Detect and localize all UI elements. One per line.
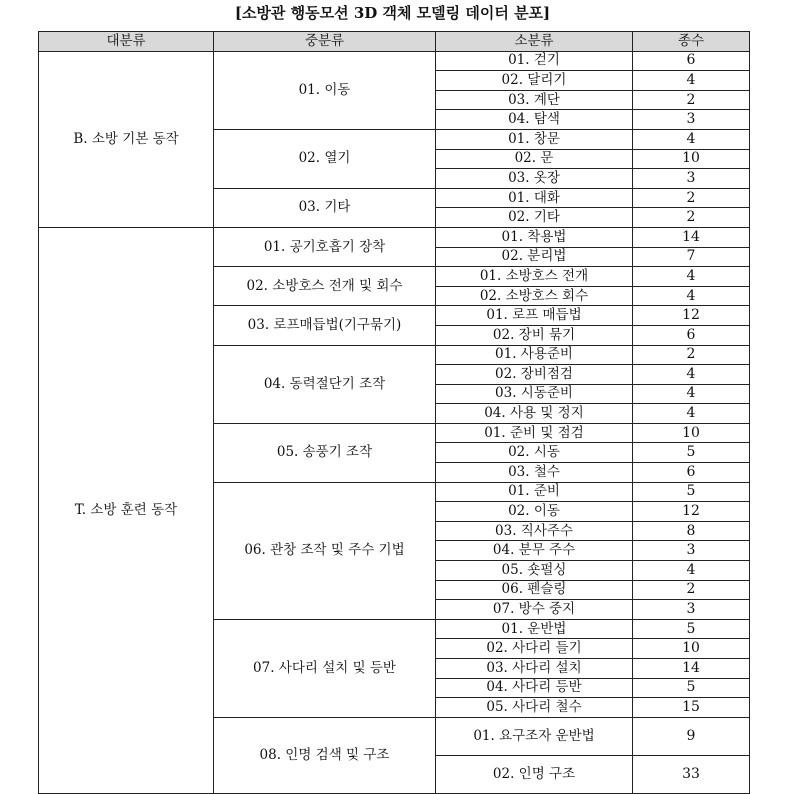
count-cell: 5: [633, 678, 750, 698]
minor-category-cell: 06. 펜슬링: [436, 580, 633, 600]
minor-category-cell: 01. 걷기: [436, 51, 633, 71]
minor-category-cell: 02. 이동: [436, 502, 633, 522]
header-major: 대분류: [39, 32, 214, 52]
count-cell: 8: [633, 521, 750, 541]
count-cell: 6: [633, 463, 750, 483]
minor-category-cell: 03. 직사주수: [436, 521, 633, 541]
middle-category-cell: 08. 인명 검색 및 구조: [214, 717, 436, 793]
major-category-cell: T. 소방 훈련 동작: [39, 227, 214, 793]
major-category-cell: B. 소방 기본 동작: [39, 51, 214, 227]
minor-category-cell: 04. 사용 및 정지: [436, 404, 633, 424]
count-cell: 9: [633, 717, 750, 755]
middle-category-cell: 01. 공기호흡기 장착: [214, 227, 436, 266]
minor-category-cell: 03. 사다리 설치: [436, 659, 633, 679]
count-cell: 4: [633, 286, 750, 306]
table-row: [39, 227, 750, 247]
count-cell: 7: [633, 247, 750, 267]
minor-category-cell: 01. 창문: [436, 129, 633, 149]
middle-category-cell: 03. 기타: [214, 188, 436, 227]
middle-category-cell: 03. 로프매듭법(기구묶기): [214, 306, 436, 345]
minor-category-cell: 02. 분리법: [436, 247, 633, 267]
minor-category-cell: 01. 로프 매듭법: [436, 306, 633, 326]
count-cell: 12: [633, 306, 750, 326]
minor-category-cell: 01. 준비 및 점검: [436, 423, 633, 443]
minor-category-cell: 07. 방수 중지: [436, 600, 633, 620]
middle-category-cell: 02. 열기: [214, 129, 436, 188]
minor-category-cell: 01. 준비: [436, 482, 633, 502]
count-cell: 10: [633, 639, 750, 659]
minor-category-cell: 01. 요구조자 운반법: [436, 717, 633, 755]
minor-category-cell: 05. 숏펄싱: [436, 561, 633, 581]
minor-category-cell: 04. 분무 주수: [436, 541, 633, 561]
minor-category-cell: 03. 옷장: [436, 169, 633, 189]
count-cell: 3: [633, 110, 750, 130]
count-cell: 12: [633, 502, 750, 522]
count-cell: 3: [633, 600, 750, 620]
minor-category-cell: 02. 달리기: [436, 71, 633, 91]
count-cell: 14: [633, 659, 750, 679]
count-cell: 5: [633, 619, 750, 639]
count-cell: 33: [633, 755, 750, 793]
middle-category-cell: 04. 동력절단기 조작: [214, 345, 436, 423]
count-cell: 4: [633, 71, 750, 91]
table-body: [39, 51, 750, 793]
count-cell: 5: [633, 482, 750, 502]
count-cell: 6: [633, 51, 750, 71]
minor-category-cell: 05. 사다리 철수: [436, 698, 633, 718]
minor-category-cell: 03. 시동준비: [436, 384, 633, 404]
minor-category-cell: 04. 탐색: [436, 110, 633, 130]
minor-category-cell: 01. 대화: [436, 188, 633, 208]
minor-category-cell: 02. 문: [436, 149, 633, 169]
header-row: [39, 32, 750, 52]
count-cell: 2: [633, 580, 750, 600]
count-cell: 4: [633, 267, 750, 287]
count-cell: 4: [633, 384, 750, 404]
middle-category-cell: 06. 관창 조작 및 주수 기법: [214, 482, 436, 619]
middle-category-cell: 02. 소방호스 전개 및 회수: [214, 267, 436, 306]
count-cell: 6: [633, 325, 750, 345]
count-cell: 4: [633, 365, 750, 385]
minor-category-cell: 02. 장비점검: [436, 365, 633, 385]
count-cell: 2: [633, 188, 750, 208]
middle-category-cell: 07. 사다리 설치 및 등반: [214, 619, 436, 717]
minor-category-cell: 02. 장비 묶기: [436, 325, 633, 345]
page-title: [소방관 행동모션 3D 객체 모델링 데이터 분포]: [234, 4, 551, 22]
count-cell: 10: [633, 149, 750, 169]
minor-category-cell: 02. 사다리 들기: [436, 639, 633, 659]
count-cell: 14: [633, 227, 750, 247]
count-cell: 4: [633, 129, 750, 149]
minor-category-cell: 02. 소방호스 회수: [436, 286, 633, 306]
minor-category-cell: 03. 철수: [436, 463, 633, 483]
minor-category-cell: 01. 사용준비: [436, 345, 633, 365]
minor-category-cell: 02. 시동: [436, 443, 633, 463]
count-cell: 2: [633, 90, 750, 110]
header-middle: 중분류: [214, 32, 436, 52]
minor-category-cell: 02. 인명 구조: [436, 755, 633, 793]
minor-category-cell: 02. 기타: [436, 208, 633, 228]
header-count: 종수: [633, 32, 750, 52]
minor-category-cell: 03. 계단: [436, 90, 633, 110]
count-cell: 3: [633, 541, 750, 561]
middle-category-cell: 05. 송풍기 조작: [214, 423, 436, 482]
count-cell: 4: [633, 404, 750, 424]
minor-category-cell: 01. 운반법: [436, 619, 633, 639]
table-row: [39, 51, 750, 71]
middle-category-cell: 01. 이동: [214, 51, 436, 129]
minor-category-cell: 01. 착용법: [436, 227, 633, 247]
count-cell: 10: [633, 423, 750, 443]
header-minor: 소분류: [436, 32, 633, 52]
count-cell: 3: [633, 169, 750, 189]
distribution-table: [38, 31, 750, 794]
count-cell: 4: [633, 561, 750, 581]
count-cell: 2: [633, 208, 750, 228]
count-cell: 15: [633, 698, 750, 718]
count-cell: 5: [633, 443, 750, 463]
count-cell: 2: [633, 345, 750, 365]
minor-category-cell: 04. 사다리 등반: [436, 678, 633, 698]
minor-category-cell: 01. 소방호스 전개: [436, 267, 633, 287]
